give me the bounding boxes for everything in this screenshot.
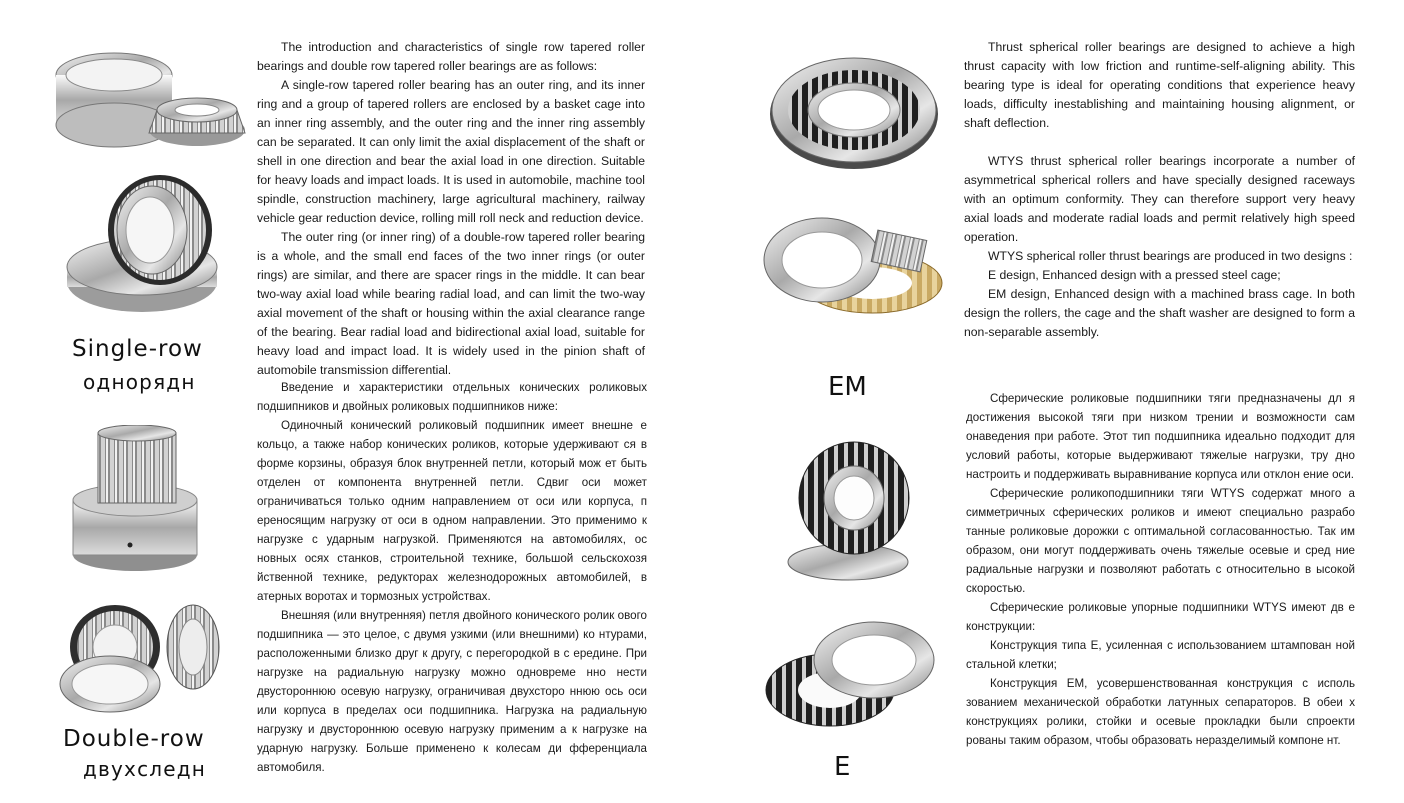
- thrust-bearing-e-steel-image: [784, 440, 914, 582]
- double-row-bearing-image: [68, 425, 203, 575]
- paragraph: Сферические роликовые подшипники тяги предназначены дл я достижения высокой тяги при низком трении и возможности сам онаведения при работе. Этот тип подшипника идеально подходит для условий работы, которые выдерживают тяжелые нагрузки, тру дно настроить и поддерживать выравнивание корпуса или отклон ение оси.: [966, 392, 1355, 481]
- paragraph: Внешняя (или внутренняя) петля двойного конического ролик ового подшипника — это целое, с двумя узкими (или внешними) ко нтурами, расположенными близко друг к другу, с перегородкой в с ередине. При нагрузке на радиальную нагрузку можно одновреме нно нести двустороннюю осевую нагрузку, ограничивая двухсторо ннюю ось оси или корпуса в пределах оси подшипника. Нагрузка на радиальную нагрузку и двустороннюю осевую нагрузку применим а к нагрузке на ударную нагрузку. Больше применено к колесам ди фференциала автомобиля.: [257, 609, 647, 774]
- paragraph: E design, Enhanced design with a pressed steel cage;: [988, 268, 1281, 282]
- paragraph: The introduction and characteristics of single row tapered roller bearings and double row tapered roller bearings are as follows:: [257, 40, 645, 73]
- thrust-bearing-e-image: [762, 618, 937, 730]
- paragraph: Сферические роликовые упорные подшипники WTYS имеют дв е конструкции:: [966, 601, 1355, 633]
- bearing-cup-cone-image: [52, 30, 247, 155]
- paragraph: Одиночный конический роликовый подшипник имеет внешне е кольцо, а также набор конических роликов, которые удерживают ся в форме корзины, образуя блок внутренней петли, который мож ет быть отделен от компонента внутренней петли. Сдвиг оси может ограничиваться только одним направлением от оси или корпуса, п ереносящим нагрузку от оси в одном направлении. Это применимо к нагрузке с ударным нагрузкой. Применяются на автомобилях, ос новных осях станков, строительной технике, большой сельскохозя йственной технике, редукторах железнодорожных автомобилей, в атерных воротах и тормозных устройствах.: [257, 419, 647, 603]
- double-row-disassembled-image: [55, 592, 223, 717]
- paragraph: Thrust spherical roller bearings are designed to achieve a high thrust capacity with low friction and runtime-self-aligning ability. This bearing type is ideal for operating conditions that experience heavy loads, difficulty inestablishing and maintaining housing alignment, or shaft deflection.: [964, 40, 1355, 130]
- left-english-text: [257, 38, 645, 380]
- single-row-caption-ru: однорядн: [83, 370, 196, 394]
- single-row-caption: Single-row: [72, 336, 203, 362]
- e-label: E: [834, 752, 851, 782]
- paragraph: EM design, Enhanced design with a machined brass cage. In both design the rollers, the cage and the shaft washer are designed to form a non-separable assembly.: [964, 287, 1355, 339]
- double-row-caption: Double-row: [63, 726, 205, 752]
- right-english-text: [964, 38, 1355, 342]
- em-label: EM: [828, 372, 867, 402]
- left-russian-text: [257, 378, 647, 777]
- paragraph: A single-row tapered roller bearing has an outer ring, and its inner ring and a group of tapered rollers are enclosed by a basket cage into an inner ring assembly, and the outer ring and the inner ring assembly can be separated. It can only limit the axial displacement of the shaft or shell in one direction and bear the axial load in one direction. Suitable for heavy loads and impact loads. It is used in automobile, machine tool spindle, construction machinery, large agricultural machinery, railway vehicle gear reduction device, rolling mill roll neck and reduction device.: [257, 78, 645, 225]
- paragraph: Конструкция EM, усовершенствованная конструкция с исполь зованием механической обработки латунных сепараторов. В обеи х конструкциях ролики, стойки и осевые прокладки были спроекти рованы таким образом, чтобы образовать неразделимый компоне нт.: [966, 677, 1355, 747]
- right-russian-text: [966, 389, 1355, 750]
- single-row-bearing-image: [62, 172, 222, 332]
- paragraph: The outer ring (or inner ring) of a double-row tapered roller bearing is a whole, and the small end faces of the two inner rings (or outer rings) are similar, and there are spacer rings in the middle. It can bear two-way axial load while bearing radial load, and can limit the two-way axial movement of the shaft or housing within the axial clearance range of the bearing. Bear radial load and bidirectional axial load, suitable for heavy load and impact load. It is widely used in the pinion shaft of automobile transmission differential.: [257, 230, 645, 377]
- paragraph: Конструкция типа E, усиленная с использованием штампован ной стальной клетки;: [966, 639, 1355, 671]
- thrust-bearing-em-brass-image: [762, 205, 944, 317]
- double-row-caption-ru: двухследн: [83, 757, 207, 781]
- paragraph: Сферические роликоподшипники тяги WTYS содержат много а симметричных сферических роликов и имеют специально разрабо танные роликовые дорожки с оптимальной согласованностью. Так им образом, они могут поддерживать очень тяжелые осевые и сред ние радиальные нагрузки и позволяют работать с относительно в ысокой скоростью.: [966, 487, 1355, 595]
- paragraph: Введение и характеристики отдельных конических роликовых подшипников и двойных роликовых подшипников ниже:: [257, 381, 647, 413]
- thrust-bearing-em-image: [768, 52, 940, 172]
- paragraph: WTYS thrust spherical roller bearings incorporate a number of asymmetrical spherical rollers and have specially designed raceways with an optimum conformity. They can therefore support very heavy axial loads and moderate radial loads and permit relatively high speed operation.: [964, 154, 1355, 244]
- paragraph: WTYS spherical roller thrust bearings are produced in two designs :: [988, 249, 1353, 263]
